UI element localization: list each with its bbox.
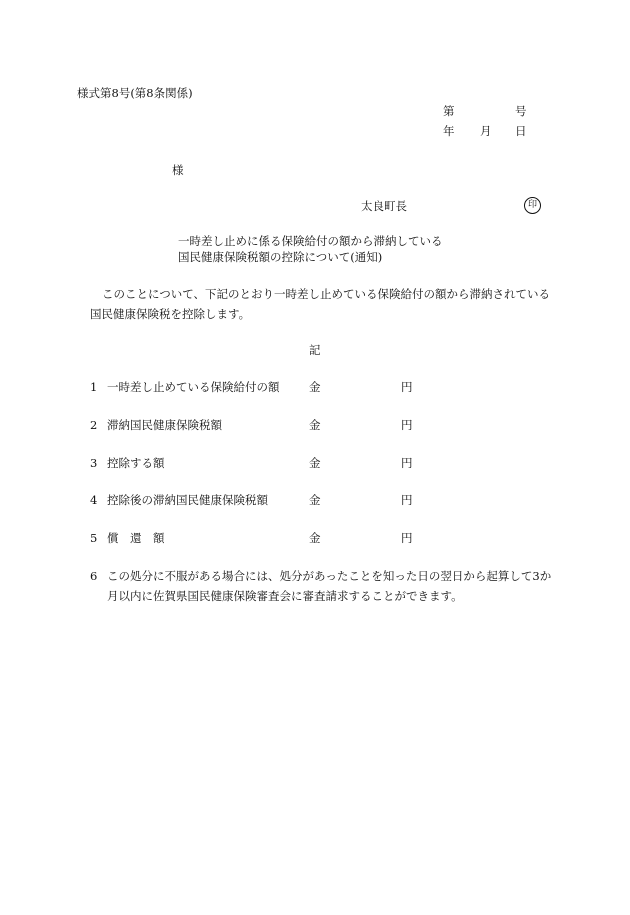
item-yen: 円: [401, 418, 413, 432]
item-label: 控除後の滞納国民健康保険税額: [107, 493, 268, 507]
title-line-2: 国民健康保険税額の控除について(通知): [178, 250, 383, 264]
item-kin: 金: [309, 531, 321, 545]
item-number: 4: [90, 493, 98, 507]
item-number: 2: [90, 418, 98, 432]
note-text: この処分に不服がある場合には、処分があったことを知った日の翌日から起算して3か月以内に佐賀県国民健康保険審査会に審査請求することができます。: [107, 569, 552, 603]
item-kin: 金: [309, 418, 321, 432]
item-kin: 金: [309, 380, 321, 394]
item-yen: 円: [401, 531, 413, 545]
ki-heading: 記: [309, 343, 321, 357]
date-month: 月: [480, 124, 492, 138]
recipient-suffix: 様: [172, 163, 184, 177]
doc-number-suffix: 号: [515, 104, 527, 118]
date-day: 日: [515, 124, 527, 138]
form-number: 様式第8号(第8条関係): [77, 86, 193, 100]
item-yen: 円: [401, 380, 413, 394]
seal-mark: 印: [524, 197, 541, 214]
date-year: 年: [443, 124, 455, 138]
item-kin: 金: [309, 456, 321, 470]
item-label: 償 還 額: [107, 531, 165, 545]
item-yen: 円: [401, 456, 413, 470]
item-kin: 金: [309, 493, 321, 507]
item-label: 滞納国民健康保険税額: [107, 418, 222, 432]
note-number: 6: [90, 569, 98, 583]
body-paragraph: このことについて、下記のとおり一時差し止めている保険給付の額から滞納されている国民健康保険税を控除します。: [90, 287, 551, 321]
item-number: 3: [90, 456, 98, 470]
item-number: 1: [90, 380, 98, 394]
doc-number-prefix: 第: [443, 104, 455, 118]
title-line-1: 一時差し止めに係る保険給付の額から滞納している: [178, 234, 443, 248]
item-yen: 円: [401, 493, 413, 507]
item-number: 5: [90, 531, 98, 545]
item-label: 控除する額: [107, 456, 165, 470]
item-label: 一時差し止めている保険給付の額: [107, 380, 280, 394]
issuer-name: 太良町長: [361, 199, 407, 213]
